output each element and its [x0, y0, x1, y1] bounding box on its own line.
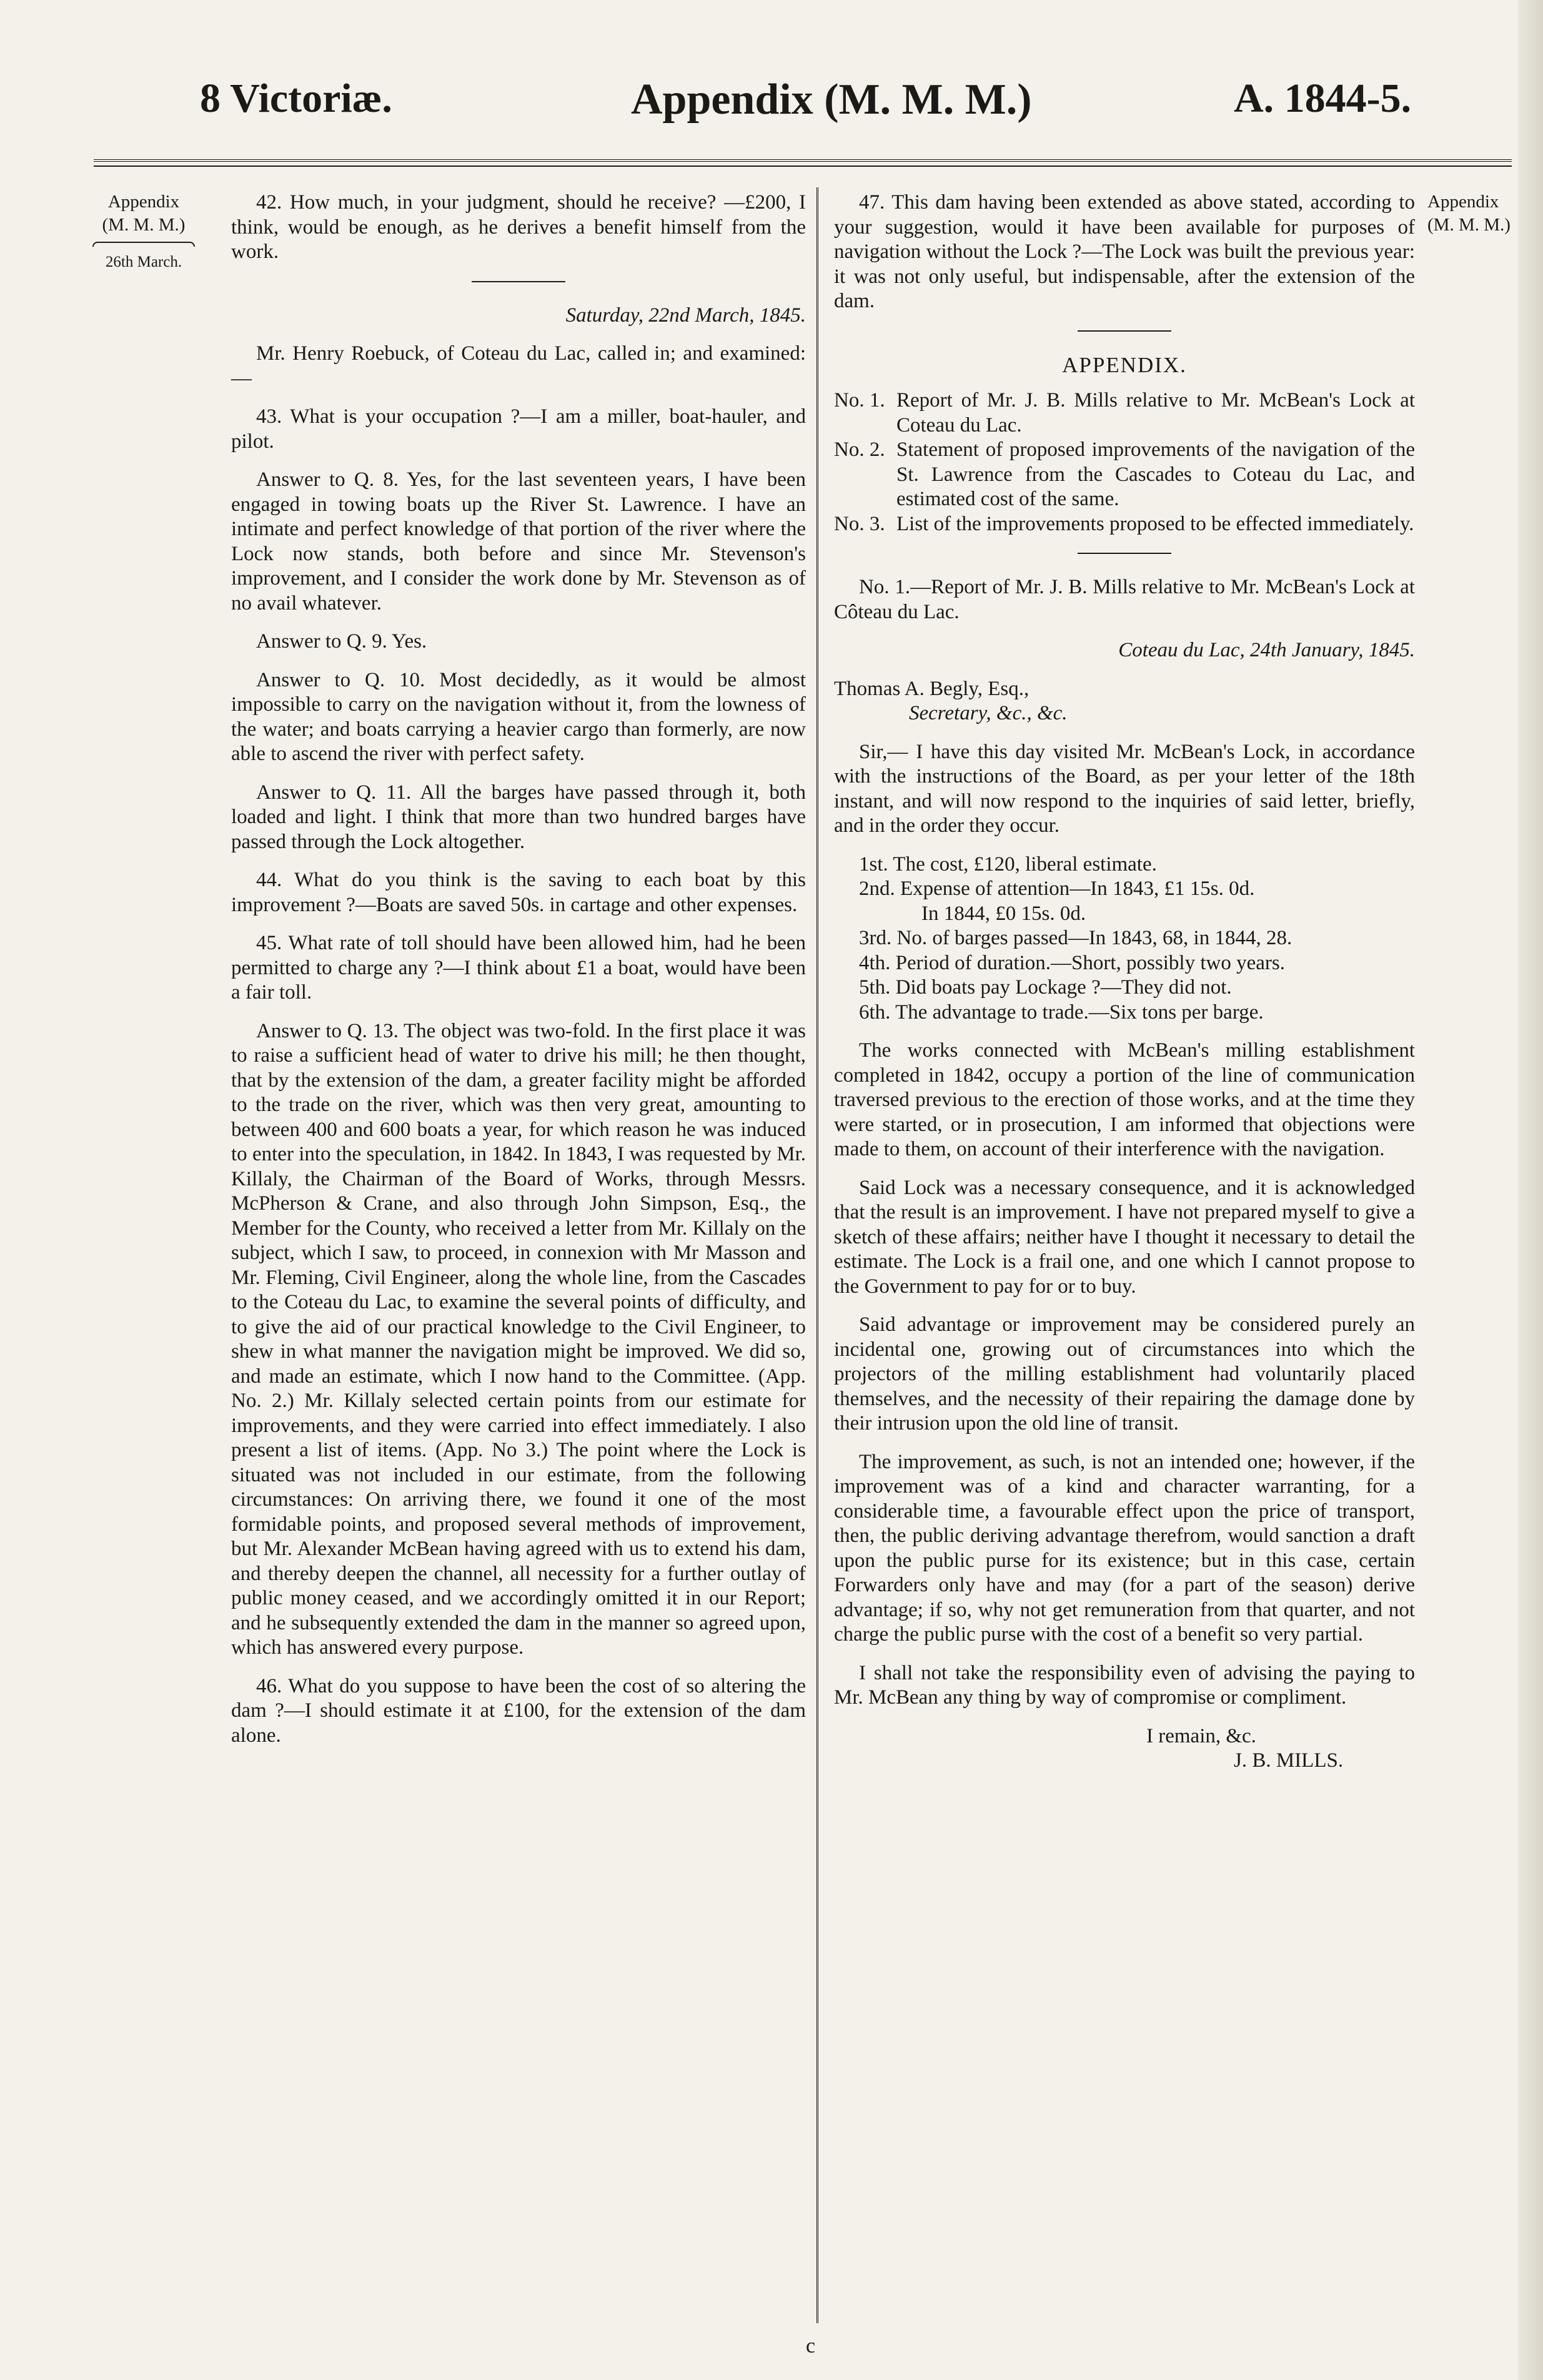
letter-paragraph-4: Said advantage or improvement may be considered purely an incidental one, growing out of circumstances into which the projectors of the milling establishment had voluntarily placed themselves, and the necessity of their repairing the damage done by their intrusion upon the old line of transit. — [834, 1313, 1415, 1434]
question-46: 46. What do you suppose to have been the cost of so altering the dam ?—I should estimate it at £100, for the extension of the dam alone. — [231, 1674, 806, 1747]
letter-paragraph-2: The works connected with McBean's milling establishment completed in 1842, occupy a portion of the line of communication traversed previous to the erection of those works, and at the time they were started, or in prosecution, I am informed that objections were made to them, on account of their interference with the navigation. — [834, 1039, 1415, 1160]
appendix-item-num: No. 1. — [834, 389, 885, 412]
right-margin-note — [1427, 190, 1521, 237]
section-rule-2 — [1078, 330, 1171, 332]
addressee-title: Secretary, &c., &c. — [909, 702, 1068, 724]
inquiry-item: 6th. The advantage to trade.—Six tons per barge. — [859, 1000, 1264, 1024]
margin-appendix: Appendix — [107, 192, 180, 212]
margin-date: 26th March. — [105, 254, 182, 270]
question-44: 44. What do you think is the saving to each boat by this improvement ?—Boats are saved 50s. in cartage and other expenses. — [231, 869, 806, 916]
inquiry-item: 5th. Did boats pay Lockage ?—They did not. — [859, 976, 1232, 999]
answer-10: Answer to Q. 10. Most decidedly, as it would be almost impossible to carry on the navigation without it, from the lowness of the water; and boats carrying a heavier cargo than formerly, are now able to ascend the river with perfect safety. — [231, 668, 806, 765]
appendix-item — [834, 512, 1415, 537]
right-margin-appendix: Appendix — [1427, 192, 1499, 212]
letter-paragraph-6: I shall not take the responsibility even of advising the paying to Mr. McBean any thing by way of compromise or compliment. — [834, 1661, 1415, 1709]
question-45: 45. What rate of toll should have been allowed him, had he been permitted to charge any ?—I think about £1 a boat, would have been a fair toll. — [231, 932, 806, 1004]
answer-8: Answer to Q. 8. Yes, for the last seventeen years, I have been engaged in towing boats up the River St. Lawrence. I have an intimate and perfect knowledge of that portion of the river where the Lock now stands, both before and since Mr. Stevenson's improvement, and I consider the work done by Mr. Stevenson as of no avail whatever. — [231, 468, 806, 615]
appendix-item — [834, 438, 1415, 512]
letter-paragraph-3: Said Lock was a necessary consequence, and it is acknowledged that the result is an improvement. I have not prepared myself to give a sketch of these affairs; neither have I thought it necessary to detail the estimate. The Lock is a frail one, and one which I cannot propose to the Government to pay for or to buy. — [834, 1176, 1415, 1298]
column-divider — [816, 187, 818, 2323]
header-rule — [94, 159, 1512, 167]
letter-paragraph-5: The improvement, as such, is not an intended one; however, if the improvement was of a kind and character warranting, for a considerable time, a favourable effect upon the price of transport, then, the public deriving advantage therefrom, would sanction a draft upon the public purse for its existence; but in this case, certain Forwarders only have and may (for a part of the season) derive advantage; if so, why not get remuneration from that quarter, and not charge the public purse with the cost of a benefit so very partial. — [834, 1450, 1415, 1646]
inquiry-item: 3rd. No. of barges passed—In 1843, 68, in 1844, 28. — [859, 927, 1292, 949]
closing: I remain, &c. — [1146, 1724, 1256, 1747]
question-42: 42. How much, in your judgment, should he receive? —£200, I think, would be enough, as he derives a benefit himself from the work. — [231, 191, 806, 263]
letter-paragraph-1: Sir,— I have this day visited Mr. McBean's Lock, in accordance with the instructions of the Board, as per your letter of the 18th instant, and will now respond to the inquiries of said letter, briefly, and in the order they occur. — [834, 740, 1415, 837]
inquiry-item: 4th. Period of duration.—Short, possibly two years. — [859, 951, 1285, 974]
appendix-item-num: No. 2. — [834, 438, 885, 461]
question-43: 43. What is your occupation ?—I am a miller, boat-hauler, and pilot. — [231, 405, 806, 453]
appendix-title: Appendix (M. M. M.) — [631, 76, 1032, 124]
margin-note — [75, 190, 212, 274]
margin-brace — [92, 242, 195, 247]
year-label: A. 1844-5. — [1234, 76, 1412, 121]
report-title: No. 1.—Report of Mr. J. B. Mills relative to Mr. McBean's Lock at Côteau du Lac. — [834, 576, 1415, 623]
right-column — [834, 190, 1415, 1774]
answer-13: Answer to Q. 13. The object was two-fold. In the first place it was to raise a sufficient head of water to drive his mill; he then thought, that by the extension of the dam, a greater facility might be afforded to the trade on the river, which was then very great, amounting to between 400 and 600 boats a year, for which reason he was induced to enter into the speculation, in 1842. In 1843, I was requested by Mr. Killaly, the Chairman of the Board of Works, through Messrs. McPherson & Crane, and also through John Simpson, Esq., the Member for the County, who received a letter from Mr. Killaly on the subject, which I saw, to proceed, in connexion with Mr Masson and Mr. Fleming, Civil Engineer, along the whole line, from the Cascades to the Coteau du Lac, to examine the several points of difficulty, and to give the aid of our practical knowledge to the Civil Engineer, to shew in what manner the navigation might be improved. We did so, and made an estimate, which I now hand to the Committee. (App. No. 2.) Mr. Killaly selected certain points from our estimate for improvements, and they were carried into effect immediately. I also present a list of items. (App. No 3.) The point where the Lock is situated was not included in our estimate, from the following circumstances: On arriving there, we found it one of the most formidable points, and proposed several methods of improvement, but Mr. Alexander McBean having agreed with us to extend his dam, and thereby deepen the channel, all necessity for a further outlay of public money ceased, and we accordingly omitted it in our Report; and he subsequently extended the dam in the manner so agreed upon, which has answered every purpose. — [231, 1019, 806, 1659]
answer-9: Answer to Q. 9. Yes. — [256, 630, 427, 653]
session-title: 8 Victoriæ. — [200, 76, 392, 121]
section-rule — [472, 281, 565, 282]
appendix-item-text: List of the improvements proposed to be effected immediately. — [896, 512, 1414, 535]
session-date: Saturday, 22nd March, 1845. — [565, 304, 806, 327]
inquiry-list — [859, 852, 1415, 1025]
section-rule-3 — [1078, 553, 1171, 554]
margin-code: (M. M. M.) — [102, 215, 186, 235]
inquiry-item: 2nd. Expense of attention—In 1843, £1 15s. 0d. — [859, 877, 1255, 900]
inquiry-item: 1st. The cost, £120, liberal estimate. — [859, 852, 1157, 876]
appendix-list — [834, 388, 1415, 536]
footer-mark: c — [806, 2334, 816, 2358]
appendix-item-text: Report of Mr. J. B. Mills relative to Mr. McBean's Lock at Coteau du Lac. — [896, 389, 1415, 437]
page-edge — [1518, 0, 1543, 2380]
page-header — [0, 75, 1543, 144]
appendix-item-num: No. 3. — [834, 512, 885, 535]
question-47: 47. This dam having been extended as above stated, according to your suggestion, would it have been available for purposes of navigation without the Lock ?—The Lock was built the previous year: it was not only useful, but indispensable, after the extension of the dam. — [834, 191, 1415, 312]
appendix-item-text: Statement of proposed improvements of the navigation of the St. Lawrence from the Cascades to Coteau du Lac, and estimated cost of the same. — [896, 438, 1415, 510]
left-column — [231, 190, 806, 1762]
report-date: Coteau du Lac, 24th January, 1845. — [1118, 639, 1415, 661]
right-margin-code: (M. M. M.) — [1427, 215, 1511, 235]
answer-11: Answer to Q. 11. All the barges have passed through it, both loaded and light. I think that more than two hundred barges have passed through the Lock altogether. — [231, 781, 806, 853]
inquiry-item: In 1844, £0 15s. 0d. — [921, 902, 1086, 925]
appendix-heading: APPENDIX. — [1062, 352, 1187, 377]
addressee: Thomas A. Begly, Esq., — [834, 677, 1029, 700]
witness-intro: Mr. Henry Roebuck, of Coteau du Lac, called in; and examined:— — [231, 342, 806, 390]
appendix-item — [834, 388, 1415, 438]
signature: J. B. MILLS. — [1234, 1749, 1344, 1772]
